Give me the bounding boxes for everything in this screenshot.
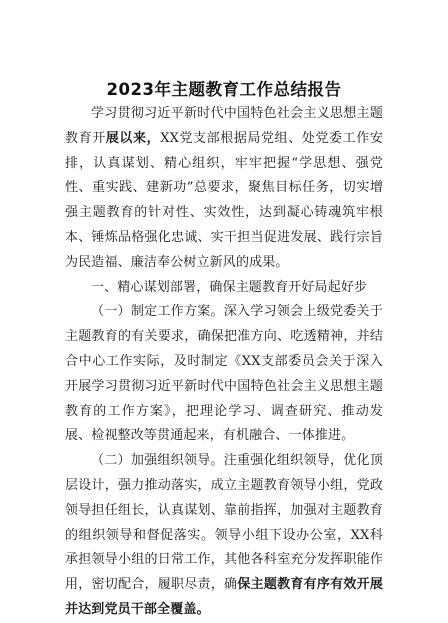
document-title: 2023年主题教育工作总结报告 [106,80,342,99]
subsection-2-text: （二）加强组织领导。注重强化组织领导，优化顶层设计，强力推动落实，成立主题教育领导小组，党政领导担任组长，认真谋划、靠前指挥，加强对主题教育的组织领导和督促落实。领导小组下设办公室，XX科承担领导小组的日常工作，其他各科室充分发挥职能作用，密切配合，履职尽责，确 [65,453,383,593]
intro-paragraph [65,102,383,276]
subsection-paragraph-1: （一）制定工作方案。深入学习领会上级党委关于主题教育的有关要求，确保把准方向、吃透精神，并结合中心工作实际，及时制定《XX支部委员会关于深入开展学习贯彻习近平新时代中国特色社会主义思想主题教育的工作方案》，把理论学习、调查研究、推动发展、检视整改等贯通起来，有机融合、一体推进。 [65,304,383,444]
intro-text-2: XX党支部根据局党组、处党委工作安排，认真谋划、精心组织，牢牢把握“学思想、强党性、重实践、建新功”总要求，聚焦目标任务，切实增强主题教育的针对性、实效性，达到凝心铸魂筑牢根本、锤炼品格强化忠诚、实干担当促进发展、践行宗旨为民造福、廉洁奉公树立新风的成果。 [65,130,383,270]
subsection-2-bold-text: 保主题教育有序有效开展并达到党员干部全覆盖。 [65,577,384,617]
section-heading-1: 一、精心谋划部署，确保主题教育开好局起好步 [91,279,368,295]
intro-text-bold: 展以来， [105,130,161,146]
intro-text-1: 学习贯彻习近平新时代中国特色社会主义思想主题教育开 [65,106,383,146]
subsection-paragraph-2 [65,449,383,623]
document-body [65,102,383,623]
